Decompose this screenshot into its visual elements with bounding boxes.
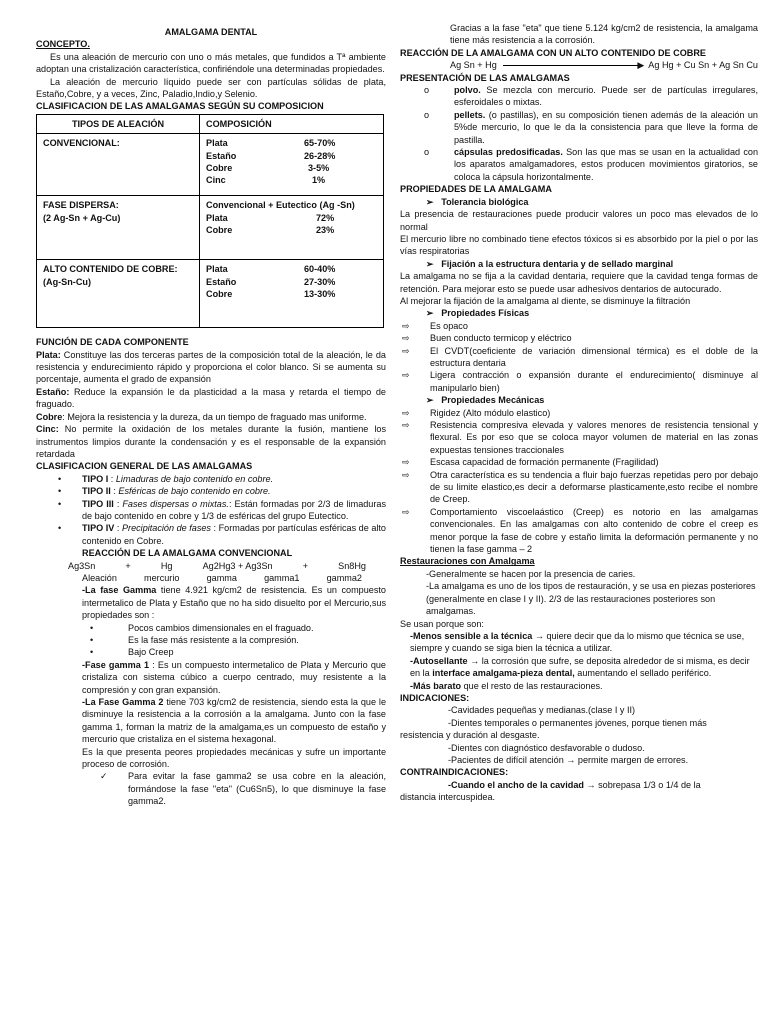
concepto-heading: CONCEPTO. <box>36 39 90 50</box>
funcion-item <box>36 423 386 460</box>
peor-paragraph: Es la que presenta peores propiedades mecánicas y sufre un importante proceso de corrosión. <box>82 746 386 770</box>
element-pct: 3-5% <box>308 163 330 174</box>
razon-key: -Más barato <box>410 680 462 691</box>
left-column <box>36 26 386 808</box>
hollow-arrow-icon: ⇨ <box>402 420 410 430</box>
bullet-icon: • <box>90 622 94 633</box>
list-item <box>400 109 758 146</box>
gamma-text: tiene 4.921 kg/cm2 de resistencia. Es un compuesto intermetalico de Plata y Estaño que no ha sido disuelto por el Mercurio,sus propiedades son : <box>82 585 386 621</box>
indicacion-3: -Dientes con diagnóstico desfavorable o dudoso. <box>448 742 645 753</box>
item-text: (o pastillas), en su composición tienen además de la aleación un 5%de mercurio, lo que le da la consistencia para que lleve la forma de pastilla. <box>454 109 758 145</box>
razon-key: -Menos sensible a la técnica <box>410 630 533 641</box>
list-item <box>36 646 386 658</box>
hollow-arrow-icon: ⇨ <box>402 333 410 344</box>
funcion-item <box>36 411 386 423</box>
type-formula: (2 Ag-Sn + Ag-Cu) <box>43 212 121 223</box>
fijacion-p1: La amalgama no se fija a la cavidad dentaria, requiere que la cavidad tenga formas de retención. Para mejorar esto se puede usar adhesivos dentarios de autocurado. <box>400 271 758 294</box>
list-item <box>36 634 386 646</box>
hollow-arrow-icon: ⇨ <box>402 506 410 517</box>
concepto-paragraph-1: Es una aleación de mercurio con uno o más metales, que fundidos a Tª ambiente adoptan una cristalización característica, confiriéndole una determinadas propiedades. <box>36 51 386 75</box>
list-item <box>400 419 758 456</box>
indicacion-text: permite margen de errores. <box>575 754 689 765</box>
item-text: El CVDT(coeficiente de variación dimensional térmica) es el doble de la estructura dentaria <box>430 345 758 368</box>
list-item <box>400 469 758 506</box>
element-pct: 65-70% <box>304 138 336 149</box>
gamma1-paragraph <box>82 659 386 696</box>
tolerancia-p1: La presencia de restauraciones puede producir valores un poco mas elevados de lo normal <box>400 209 758 232</box>
tipo-desc: Fases dispersas o mixtas. <box>122 498 229 509</box>
funcion-text: No permite la oxidación de los metales durante la fusión, mantiene los instrumentos limpios durante la condensación y es el responsable de la expansión retardada <box>36 424 386 459</box>
fijacion-heading <box>400 258 758 270</box>
indicaciones-heading: INDICACIONES: <box>400 692 470 703</box>
checkmark-icon: ✓ <box>100 771 108 782</box>
tipo-desc: Esféricas de bajo contenido en cobre. <box>118 486 271 497</box>
gamma-key: -La fase Gamma <box>82 585 157 596</box>
item-text: Comportamiento viscoelaástico (Creep) es notorio en las amalgamas convencionales. En las amalgamas con alto contenido de cobre el creep es menor porque la fase de cobre y estaño limita la deformación permanente y no tienen la fase gamma – 2 <box>430 506 758 555</box>
bullet-icon: • <box>90 635 94 645</box>
item-key: pellets. <box>454 109 486 120</box>
contraindicacion-1 <box>400 779 758 791</box>
funcion-key: Estaño: <box>36 386 70 397</box>
concepto-paragraph-2: La aleación de mercurio líquido puede ser con partículas sólidas de plata, Estaño,Cobre, y a veces, Zinc, Paladio,Indio,y Selenio. <box>36 76 386 100</box>
eq-op: + <box>302 560 309 571</box>
table-cell-composition <box>200 134 384 196</box>
usan-label: Se usan porque son: <box>400 618 484 629</box>
reaccion-cobre-heading: REACCIÓN DE LA AMALGAMA CON UN ALTO CONTENIDO DE COBRE <box>400 47 706 58</box>
gamma1-text: : Es un compuesto intermetalico de Plata y Mercurio que cristaliza con sistema cúbico a cuerpo centrado, muy resistente a la compresión y con gran expansión. <box>82 659 386 695</box>
restauraciones-l1: -Generalmente se hacen por la presencia de caries. <box>426 568 636 579</box>
item-key: cápsulas predosificadas. <box>454 147 563 158</box>
eq-term: Ag2Hg3 + Ag3Sn <box>202 560 273 571</box>
razon-text: la corrosión que sufre, se deposita alrededor de si misma, es decir en la <box>410 655 750 679</box>
type-label: FASE DISPERSA: <box>43 200 119 211</box>
eq-term: Sn8Hg <box>338 560 366 571</box>
razon-2 <box>400 655 758 680</box>
cobre-equation <box>400 59 758 71</box>
type-formula: (Ag-Sn-Cu) <box>43 276 91 287</box>
element-name: Cobre <box>206 225 233 236</box>
clasif-comp-heading: CLASIFICACION DE LAS AMALGAMAS SEGÚN SU COMPOSICION <box>36 101 324 112</box>
tipo-label: TIPO I <box>82 473 109 484</box>
right-arrow-icon: → <box>563 754 576 765</box>
hollow-arrow-icon: ⇨ <box>402 320 410 331</box>
razon-1 <box>400 630 758 655</box>
hollow-arrow-icon: ⇨ <box>402 407 410 418</box>
hollow-arrow-icon: ⇨ <box>402 469 410 480</box>
right-arrow-icon: → <box>467 655 480 666</box>
eq-arrow-icon: ▶ <box>503 59 643 71</box>
restauraciones-heading: Restauraciones con Amalgama <box>400 556 535 567</box>
indicacion-2b: resistencia y duración al desgaste. <box>400 730 540 741</box>
eq-label: Aleación <box>82 572 117 583</box>
item-text: Escasa capacidad de formación permanente (Fragilidad) <box>430 457 659 468</box>
element-name: Plata <box>206 212 228 223</box>
hollow-arrow-icon: ⇨ <box>402 345 410 356</box>
razon-text: aumentando el sellado periférico. <box>574 668 712 679</box>
contraindicacion-text: sobrepasa 1/3 o 1/4 de la <box>595 779 701 790</box>
type-label: CONVENCIONAL: <box>43 138 120 149</box>
element-pct: 60-40% <box>304 264 336 275</box>
eq-right: Ag Hg + Cu Sn + Ag Sn Cu <box>648 60 758 71</box>
clasif-general-list <box>36 473 386 547</box>
table-row <box>37 260 384 328</box>
element-name: Cobre <box>206 163 233 174</box>
funcion-text: : Mejora la resistencia y la dureza, da un tiempo de fraguado mas uniforme. <box>62 411 367 422</box>
item-text: Otra característica es su tendencia a fluir bajo fuerzas repetidas pero por debajo de su limite elastico,es decir a deformarse plasticamente,esto recibe el nombre de Creep. <box>430 469 758 505</box>
table-header-cell: COMPOSICIÓN <box>200 114 384 133</box>
arrowhead-icon: ➢ <box>426 196 442 207</box>
circle-bullet-icon: o <box>424 147 430 158</box>
page-title: AMALGAMA DENTAL <box>164 27 258 37</box>
arrowhead-icon: ➢ <box>426 395 442 406</box>
tolerancia-p2: El mercurio libre no combinado tiene efectos tóxicos si es absorbido por la piel o por las vías respiratorias <box>400 233 758 257</box>
funcion-key: Cinc: <box>36 424 59 435</box>
funcion-heading: FUNCIÓN DE CADA COMPONENTE <box>36 337 189 348</box>
table-cell-type <box>37 260 200 328</box>
mecanicas-label: Propiedades Mecánicas <box>441 395 545 406</box>
element-pct: 27-30% <box>304 276 336 287</box>
list-item <box>400 345 758 370</box>
item-text: Buen conducto termicop y eléctrico <box>430 333 572 344</box>
item-text: Se mezcla con mercurio. Puede ser de partículas irregulares, esferoidales o mixtas. <box>454 85 758 108</box>
right-arrow-icon: → <box>532 630 544 641</box>
mecanicas-list <box>400 407 758 556</box>
funcion-key: Cobre <box>36 411 63 422</box>
item-text: Rigidez (Alto módulo elastico) <box>430 407 551 418</box>
composition-table <box>36 114 384 328</box>
list-item <box>400 84 758 109</box>
funcion-key: Plata: <box>36 349 61 360</box>
element-name: Estaño <box>206 150 237 161</box>
right-column <box>400 22 758 804</box>
presentacion-list <box>400 84 758 183</box>
table-row <box>37 134 384 196</box>
bullet-icon: • <box>58 486 62 497</box>
restauraciones-l2: -La amalgama es uno de los tipos de restauración, y se usa en piezas posteriores (generalmente en clase I y II). 2/3 de las restauraciones posteriores son amalgamas. <box>426 581 756 617</box>
item-text: Es opaco <box>430 320 468 331</box>
prop-text: Bajo Creep <box>128 647 174 658</box>
table-row <box>37 196 384 260</box>
table-cell-type <box>37 196 200 260</box>
list-item <box>36 622 386 634</box>
arrowhead-icon: ➢ <box>426 308 442 319</box>
list-item <box>36 473 386 485</box>
gamma-paragraph <box>82 584 386 621</box>
list-item <box>400 332 758 344</box>
list-item <box>36 498 386 523</box>
bullet-icon: • <box>58 473 62 484</box>
gamma-block <box>36 584 386 807</box>
list-item <box>400 146 758 183</box>
check-text: Para evitar la fase gamma2 se usa cobre en la aleación, formándose la fase "eta" (Cu6Sn5), lo que disminuye la fase gamma2. <box>128 771 386 807</box>
indicacion-4 <box>400 754 758 766</box>
indicacion-2a: -Dientes temporales o permanentes jóvenes, porque tienen más <box>448 717 707 728</box>
element-pct: 72% <box>316 212 335 223</box>
funcion-item <box>36 349 386 386</box>
contraindicacion-key: -Cuando el ancho de la cavidad <box>448 779 584 790</box>
gamma1-key: -Fase gamma 1 <box>82 659 150 670</box>
razon-bold: interface amalgama-pieza dental, <box>432 668 575 679</box>
element-name: Cinc <box>206 175 226 186</box>
hollow-arrow-icon: ⇨ <box>402 457 410 468</box>
tolerancia-heading <box>400 196 758 208</box>
funcion-text: Reduce la expansión le da plasticidad a la masa y retarda el tiempo de fraguado. <box>36 386 386 410</box>
razon-text: quiere decir que da lo mismo que técnica se use, siempre y cuando se siga bien la técnica a utilizar. <box>410 630 745 654</box>
table-header-cell: TIPOS DE ALEACIÓN <box>37 114 200 133</box>
tipo-rest: : Están formadas por 2/3 de limaduras de bajo contenido en cobre y 1/3 de esféricas del grupo Eutectico. <box>82 498 386 521</box>
reaccion-conv-section <box>36 547 386 559</box>
prop-text: Pocos cambios dimensionales en el fraguado. <box>128 622 314 633</box>
item-key: polvo. <box>454 85 481 96</box>
tipo-sep: : <box>108 473 116 484</box>
indicacion-text: -Pacientes de difícil atención <box>448 754 564 765</box>
contraindicaciones-heading: CONTRAINDICACIONES: <box>400 767 509 778</box>
list-item <box>400 456 758 468</box>
funcion-text: Constituye las dos terceras partes de la composición total de la aleación, le da resistencia y endurecimiento rápido y proporciona el color blanco. Si se aumenta su porcentaje, aumenta el grado de expansión <box>36 349 386 385</box>
tipo-desc: Precipitación de fases <box>121 523 211 534</box>
mecanicas-heading <box>400 394 758 406</box>
propiedades-heading: PROPIEDADES DE LA AMALGAMA <box>400 184 552 195</box>
element-name: Plata <box>206 138 228 149</box>
razon-text: que el resto de las restauraciones. <box>461 680 603 691</box>
element-name: Plata <box>206 264 228 275</box>
element-pct: 23% <box>316 225 335 236</box>
tipo-label: TIPO III <box>82 498 114 509</box>
reaction-equation <box>36 560 386 572</box>
tipo-desc: Limaduras de bajo contenido en cobre. <box>115 473 274 484</box>
element-pct: 26-28% <box>304 150 336 161</box>
bullet-icon: • <box>58 498 62 509</box>
tipo-label: TIPO II <box>82 486 111 497</box>
eta-paragraph: Gracias a la fase "eta" que tiene 5.124 kg/cm2 de resistencia, la amalgama tiene más resistencia a la corrosión. <box>450 23 758 46</box>
contraindicacion-2: distancia intercuspidea. <box>400 792 496 803</box>
eq-label: gamma2 <box>326 572 362 583</box>
fijacion-label: Fijación a la estructura dentaria y de sellado marginal <box>441 258 674 269</box>
eq-term: Ag3Sn <box>68 560 96 571</box>
gamma2-key: -La Fase Gamma 2 <box>82 697 164 708</box>
presentacion-heading: PRESENTACIÓN DE LAS AMALGAMAS <box>400 72 570 83</box>
tipo-label: TIPO IV <box>82 523 115 534</box>
tipo-sep: : <box>113 498 123 509</box>
funcion-item <box>36 386 386 411</box>
tipo-sep: : <box>114 523 122 534</box>
razon-key: -Autosellante <box>410 655 468 666</box>
eq-term: Hg <box>160 560 173 571</box>
hollow-arrow-icon: ⇨ <box>402 370 410 381</box>
gamma-props-list <box>36 622 386 659</box>
list-item <box>400 320 758 332</box>
eq-label: gamma1 <box>264 572 300 583</box>
bullet-icon: • <box>90 647 94 658</box>
gamma2-text: tiene 703 kg/cm2 de resistencia, siendo esta la que le disminuye la resistencia a la corrosión a la amalgama. Junto con la fase gamma 1, forman la matriz de la amalgama,es un compuesto de estaño y mercurio que cristaliza en el sistema hexagonal. <box>82 697 386 745</box>
tipo-rest: : Formadas por partículas esféricas de alto contenido en Cobre. <box>82 523 386 546</box>
tipo-sep: : <box>110 486 119 497</box>
item-text: Son las que mas se usan en la actualidad con los aparatos amalgamadores, estos producen movimientos giratorios, se coloca la cápsula horizontalmente. <box>454 147 758 182</box>
arrowhead-icon: ➢ <box>426 258 442 269</box>
fisicas-heading <box>400 307 758 319</box>
circle-bullet-icon: o <box>424 109 430 120</box>
bullet-icon: • <box>58 523 62 534</box>
razon-3 <box>400 680 758 692</box>
element-pct: 13-30% <box>304 289 336 300</box>
eq-label: gamma <box>206 572 237 583</box>
fijacion-p2: Al mejorar la fijación de la amalgama al diente, se disminuye la filtración <box>400 295 691 306</box>
list-item <box>400 369 758 394</box>
item-text: Ligera contracción o expansión durante el endurecimiento( disminuye al manipularlo bien) <box>430 370 758 393</box>
list-item <box>400 407 758 419</box>
reaction-labels <box>36 572 386 584</box>
list-item <box>36 485 386 497</box>
prop-text: Es la fase más resistente a la compresión. <box>128 635 299 645</box>
type-label: ALTO CONTENIDO DE COBRE: <box>43 264 178 275</box>
tolerancia-label: Tolerancia biológica <box>441 196 529 207</box>
item-text: Resistencia compresiva elevada y valores menores de resistencia tensional y flexural. Es por eso que se coloca mayor volumen de material en las zonas expuestas tensiones traccionales <box>430 420 758 455</box>
circle-bullet-icon: o <box>424 85 430 96</box>
list-item <box>36 522 386 547</box>
composition-head: Convencional + Eutectico (Ag -Sn) <box>206 200 355 211</box>
element-pct: 1% <box>312 175 326 186</box>
table-cell-composition <box>200 260 384 328</box>
eq-label: mercurio <box>144 572 180 583</box>
eq-op: + <box>125 560 131 571</box>
element-name: Cobre <box>206 289 233 300</box>
table-header-row <box>37 114 384 133</box>
element-name: Estaño <box>206 276 237 287</box>
check-item <box>82 770 386 807</box>
table-cell-composition <box>200 196 384 260</box>
eq-left: Ag Sn + Hg <box>450 60 497 71</box>
fisicas-label: Propiedades Físicas <box>441 308 530 319</box>
clasif-general-heading: CLASIFICACION GENERAL DE LAS AMALGAMAS <box>36 461 253 472</box>
fisicas-list <box>400 320 758 394</box>
right-arrow-icon: → <box>583 779 596 790</box>
list-item <box>400 506 758 556</box>
reaccion-conv-heading: REACCIÓN DE LA AMALGAMA CONVENCIONAL <box>82 548 293 559</box>
gamma2-paragraph <box>82 696 386 746</box>
table-cell-type <box>37 134 200 196</box>
indicacion-1: -Cavidades pequeñas y medianas.(clase I y II) <box>448 705 636 716</box>
